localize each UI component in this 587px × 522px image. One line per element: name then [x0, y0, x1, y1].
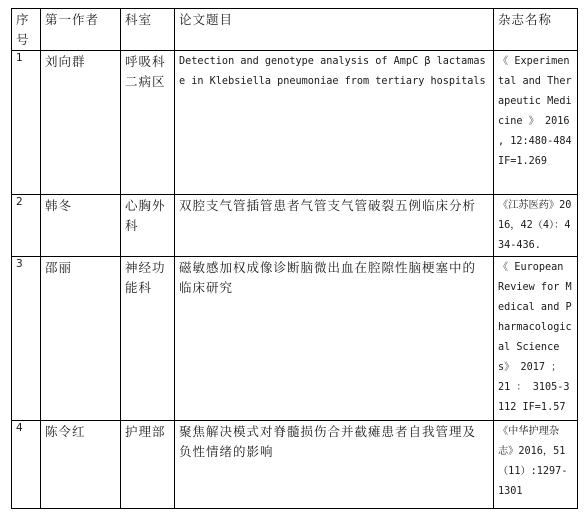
table-header-row — [12, 9, 578, 51]
row-department: 呼吸科二病区 — [121, 51, 175, 195]
row-author: 邵丽 — [41, 257, 121, 421]
row-number: 4 — [12, 421, 41, 509]
row-author: 刘向群 — [41, 51, 121, 195]
row-paper-title: 磁敏感加权成像诊断脑微出血在腔隙性脑梗塞中的临床研究 — [175, 257, 494, 421]
row-number: 2 — [12, 195, 41, 257]
row-department: 神经功能科 — [121, 257, 175, 421]
row-department: 心胸外科 — [121, 195, 175, 257]
row-journal: 《中华护理杂志》2016，51（11）:1297-1301 — [494, 421, 578, 509]
header-department: 科室 — [121, 9, 175, 51]
row-author: 韩冬 — [41, 195, 121, 257]
row-department: 护理部 — [121, 421, 175, 509]
table-row — [12, 51, 578, 195]
table-row — [12, 257, 578, 421]
row-number: 3 — [12, 257, 41, 421]
papers-table — [11, 8, 578, 509]
row-journal: 《 Experimental and Therapeutic Medicine 》 2016 , 12:480-484 IF=1.269 — [494, 51, 578, 195]
row-journal: 《 European Review for Medical and Pharmacological Sciences》 2017 ； 21 ： 3105-3112 IF=1.57 — [494, 257, 578, 421]
row-paper-title: 双腔支气管插管患者气管支气管破裂五例临床分析 — [175, 195, 494, 257]
header-first-author: 第一作者 — [41, 9, 121, 51]
table-row — [12, 421, 578, 509]
row-number: 1 — [12, 51, 41, 195]
row-paper-title: 聚焦解决模式对脊髓损伤合并截瘫患者自我管理及负性情绪的影响 — [175, 421, 494, 509]
header-paper-title: 论文题目 — [175, 9, 494, 51]
header-journal-name: 杂志名称 — [494, 9, 578, 51]
header-no: 序号 — [12, 9, 41, 51]
table-row — [12, 195, 578, 257]
row-author: 陈令红 — [41, 421, 121, 509]
row-journal: 《江苏医药》2016，42（4）：434-436. — [494, 195, 578, 257]
row-paper-title: Detection and genotype analysis of AmpC β lactamase in Klebsiella pneumoniae from tertiary hospitals — [175, 51, 494, 195]
